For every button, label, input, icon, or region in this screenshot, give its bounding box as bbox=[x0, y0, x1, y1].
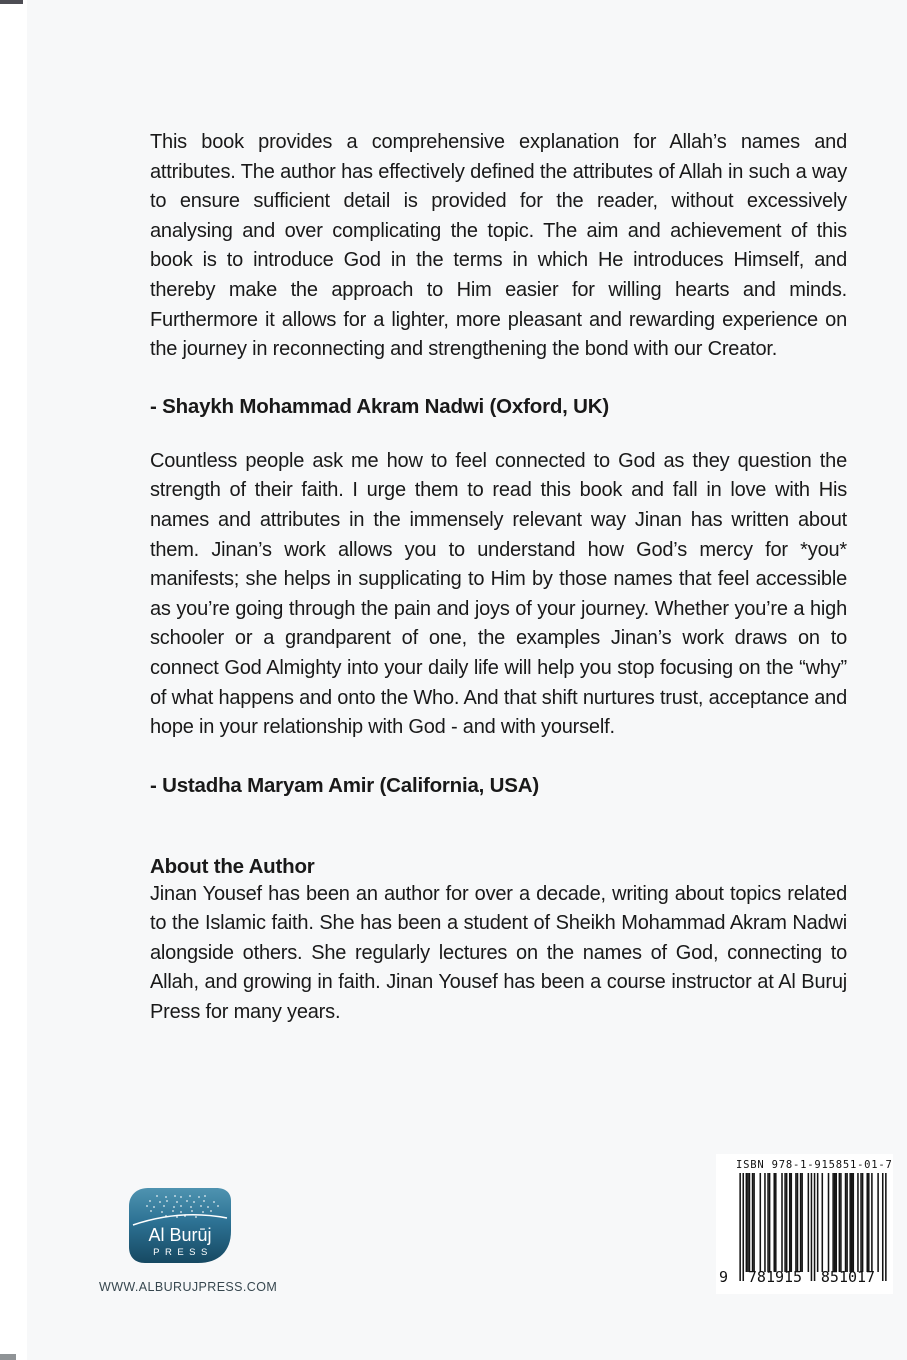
cover-left-edge bbox=[0, 0, 27, 1360]
about-the-author-heading: About the Author bbox=[150, 854, 315, 878]
ean-digit-group-left: 781915 bbox=[747, 1268, 803, 1286]
ean-digit-group-right: 851017 bbox=[820, 1268, 876, 1286]
endorsement-1-attribution: - Shaykh Mohammad Akram Nadwi (Oxford, UK) bbox=[150, 394, 609, 418]
endorsement-2-quote: Countless people ask me how to feel connected to God as they question the strength of their faith. I urge them to read this book and fall in love with His names and attributes in the immensely relevant way Jinan has written about them. Jinan’s work allows you to understand how God’s mercy for *you* manifests; she helps in supplicating to Him by those names that feel accessible as you’re going through the pain and joys of your journey. Whether you’re a high schooler or a grandparent of one, the examples Jinan’s work draws on to connect God Almighty into your daily life will help you stop focusing on the “why” of what happens and onto the Who. And that shift nurtures trust, acceptance and hope in your relationship with God - and with yourself. bbox=[150, 449, 847, 739]
endorsement-2-attribution: - Ustadha Maryam Amir (California, USA) bbox=[150, 773, 539, 797]
isbn-number-label: ISBN 978-1-915851-01-7 bbox=[736, 1159, 893, 1171]
cover-bottom-edge-mark bbox=[0, 1354, 16, 1360]
isbn-barcode-block bbox=[716, 1154, 893, 1294]
publisher-website-url: WWW.ALBURUJPRESS.COM bbox=[99, 1280, 278, 1294]
ean-digit-leading: 9 bbox=[719, 1268, 729, 1286]
about-the-author-body: Jinan Yousef has been an author for over a decade, writing about topics related to the Islamic faith. She has been a student of Sheikh Mohammad Akram Nadwi alongside others. She regularly lectures on the names of God, connecting to Allah, and growing in faith. Jinan Yousef has been a course instructor at Al Buruj Press for many years. bbox=[150, 882, 847, 1024]
logo-press-label: PRESS bbox=[153, 1247, 213, 1258]
back-cover-text bbox=[150, 128, 847, 1028]
ean13-barcode bbox=[739, 1173, 887, 1281]
endorsement-1-quote: This book provides a comprehensive explanation for Allah’s names and attributes. The author has effectively defined the attributes of Allah in such a way to ensure sufficient detail is provided for the reader, without excessively analysing and over complicating the topic. The aim and achievement of this book is to introduce God in the terms in which He introduces Himself, and thereby make the approach to Him easier for willing hearts and minds. Furthermore it allows for a lighter, more pleasant and rewarding experience on the journey in reconnecting and strengthening the bond with our Creator. bbox=[150, 131, 847, 361]
logo-wordmark: Al Burūj bbox=[148, 1225, 212, 1245]
cover-top-edge-mark bbox=[0, 0, 23, 4]
al-buruj-press-logo bbox=[128, 1187, 232, 1264]
